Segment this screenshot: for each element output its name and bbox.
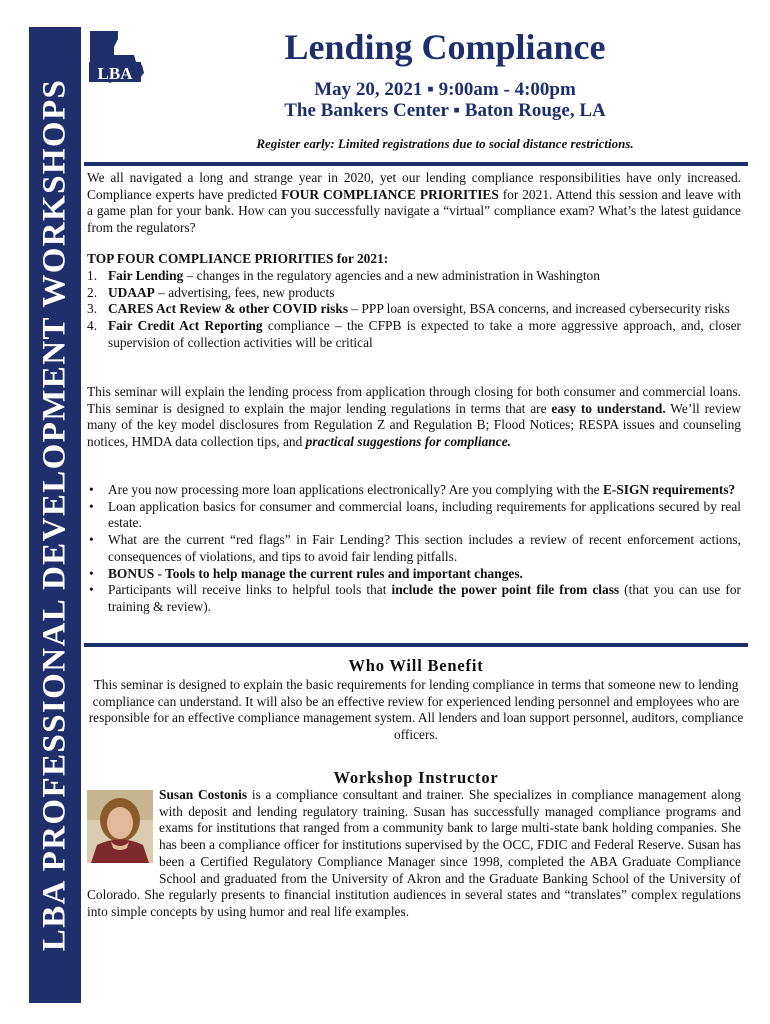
bullet-text: Are you now processing more loan applications electronically? Are you complying with the	[108, 482, 603, 497]
item-bold: Fair Lending	[108, 268, 184, 283]
instructor-name: Susan Costonis	[159, 787, 248, 802]
list-item	[87, 285, 741, 302]
bullet-bold: BONUS - Tools to help manage the current rules and important changes.	[108, 565, 523, 581]
sidebar-banner-text: LBA PROFESSIONAL DEVELOPMENT WORKSHOPS	[36, 78, 73, 952]
benefit-paragraph: This seminar is designed to explain the basic requirements for lending compliance in terms that someone new to lending compliance can understand. It will also be an effective review for experienced lending personnel and employees who are responsible for an effective compliance management system. All lenders and loan support personnel, auditors, compliance officers.	[88, 677, 744, 743]
intro-text-start: We all navigated a long and strange year in 2020, yet our lending compliance responsibilities have only increased. Compliance experts have predicted	[87, 170, 741, 202]
seminar-bold-2: practical suggestions for compliance.	[305, 434, 511, 450]
divider-middle	[84, 643, 748, 647]
item-number: 1.	[87, 268, 98, 283]
list-item	[87, 532, 741, 565]
topics-list	[87, 482, 741, 616]
list-item	[87, 582, 741, 615]
seminar-text-2: We’ll review many of the key model disclosures from Regulation Z and Regulation B; Flood Notices; RESPA issues and counseling notices, HMDA data collection tips, and	[87, 400, 742, 450]
list-item	[87, 318, 741, 351]
item-bold: UDAAP	[108, 284, 155, 300]
seminar-bold-1: easy to understand.	[551, 400, 666, 416]
instructor-heading: Workshop Instructor	[333, 768, 499, 787]
item-number: 3.	[87, 301, 98, 317]
priorities-heading: TOP FOUR COMPLIANCE PRIORITIES for 2021:	[87, 251, 389, 266]
sidebar-banner	[29, 27, 81, 1003]
bullet-icon: •	[89, 532, 94, 548]
bullet-bold: include the power point file from class	[391, 582, 620, 598]
list-item	[87, 482, 741, 499]
item-text: compliance – the CFPB is expected to take a more aggressive approach, and, closer supervision of collection activities will be critical	[108, 318, 741, 350]
register-note: Register early: Limited registrations due to social distance restrictions.	[256, 136, 634, 151]
list-item	[87, 499, 741, 532]
bullet-icon: •	[89, 482, 94, 497]
benefit-heading: Who Will Benefit	[348, 656, 484, 675]
item-bold: Fair Credit Act Reporting	[108, 318, 263, 334]
event-venue: The Bankers Center ▪ Baton Rouge, LA	[284, 100, 606, 121]
item-text: – changes in the regulatory agencies and a new administration in Washington	[183, 268, 600, 283]
page-title: Lending Compliance	[284, 27, 606, 67]
intro-paragraph	[87, 170, 741, 237]
intro-text-end: for 2021. Attend this session and leave with a game plan for your bank. How can you successfully navigate a “virtual” compliance exam? What’s the latest guidance from the regulators?	[87, 186, 741, 236]
instructor-bio	[87, 787, 741, 921]
lba-logo	[84, 29, 146, 91]
list-item	[87, 268, 741, 285]
bullet-text: Participants will receive links to helpful tools that	[108, 582, 392, 598]
item-number: 2.	[87, 284, 98, 300]
bullet-text: Loan application basics for consumer and commercial loans, including requirements for applications secured by real estate.	[108, 498, 741, 531]
bullet-bold: E-SIGN requirements?	[602, 482, 736, 497]
event-date-time: May 20, 2021 ▪ 9:00am - 4:00pm	[314, 79, 576, 100]
bullet-icon: •	[89, 582, 94, 598]
instructor-bio-text: is a compliance consultant and trainer. She specializes in compliance management along with deposit and lending regulatory training. Susan has successfully managed compliance programs and exams for institutions that ranged from a community bank to large multi-state bank holding companies. She has been a compliance officer for institutions supervised by the OCC, FDIC and Federal Reserve. Susan has been a Certified Regulatory Compliance Manager since 1998, completed the ABA Graduate Compliance School and graduated from the University of Akron and the Graduate Banking School of the University of Colorado. She regularly presents to financial institution audiences in several states and “translates” complex regulations into simple concepts by using humor and real life examples.	[87, 787, 741, 919]
item-text: – advertising, fees, new products	[154, 284, 335, 300]
list-item	[87, 566, 741, 583]
bullet-icon: •	[89, 565, 94, 581]
bullet-text-end: (that you can use for training & review).	[108, 582, 741, 614]
divider-top	[84, 162, 748, 166]
item-text: – PPP loan oversight, BSA concerns, and increased cybersecurity risks	[348, 301, 730, 317]
seminar-text-1: This seminar will explain the lending process from application through closing for both consumer and commercial loans. This seminar is designed to explain the major lending regulations in terms that are	[87, 384, 741, 416]
priorities-list	[87, 268, 741, 352]
intro-text-bold: FOUR COMPLIANCE PRIORITIES	[281, 186, 499, 202]
item-bold: CARES Act Review & other COVID risks	[108, 301, 349, 317]
logo-text: LBA	[97, 64, 133, 83]
seminar-paragraph	[87, 384, 741, 451]
list-item	[87, 301, 741, 318]
item-number: 4.	[87, 318, 98, 334]
bullet-text: What are the current “red flags” in Fair Lending? This section includes a review of recent enforcement actions, consequences of violations, and tips to avoid fair lending pitfalls.	[108, 532, 741, 564]
bullet-icon: •	[89, 498, 94, 514]
